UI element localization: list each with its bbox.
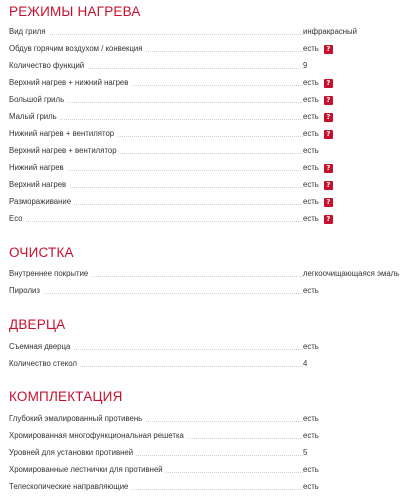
spec-value: есть (303, 146, 319, 155)
help-icon[interactable]: ? (324, 198, 333, 207)
spec-label: Малый гриль (9, 112, 60, 121)
spec-label: Хромированная многофункциональная решетка (9, 431, 187, 440)
section-title-cleaning: ОЧИСТКА (9, 245, 74, 260)
spec-value: есть (303, 78, 319, 87)
spec-row (9, 356, 399, 372)
spec-value: есть (303, 112, 319, 121)
help-icon[interactable]: ? (324, 45, 333, 54)
spec-value: есть (303, 465, 319, 474)
spec-value: легкоочищающаяся эмаль (303, 269, 400, 278)
spec-value: инфракрасный (303, 27, 357, 36)
spec-row (9, 266, 399, 282)
spec-label: Съемная дверца (9, 342, 73, 351)
spec-label: Верхний нагрев (9, 180, 69, 189)
spec-value: есть (303, 180, 319, 189)
dotted-leader (9, 221, 303, 222)
spec-label: Нижний нагрев + вентилятор (9, 129, 117, 138)
spec-label: Верхний нагрев + вентилятор (9, 146, 120, 155)
spec-row (9, 211, 399, 227)
spec-label: Внутреннее покрытие (9, 269, 91, 278)
spec-row (9, 339, 399, 355)
spec-row (9, 58, 399, 74)
spec-label: Размораживание (9, 197, 74, 206)
help-icon[interactable]: ? (324, 164, 333, 173)
spec-value: есть (303, 214, 319, 223)
spec-row (9, 411, 399, 427)
section-title-heating-modes: РЕЖИМЫ НАГРЕВА (9, 4, 141, 19)
help-icon[interactable]: ? (324, 96, 333, 105)
spec-row (9, 283, 399, 299)
spec-row (9, 194, 399, 210)
spec-value: 9 (303, 61, 308, 70)
spec-value: есть (303, 163, 319, 172)
spec-value: есть (303, 95, 319, 104)
spec-value: 5 (303, 448, 308, 457)
spec-value: есть (303, 286, 319, 295)
spec-value: есть (303, 431, 319, 440)
help-icon[interactable]: ? (324, 130, 333, 139)
spec-value: есть (303, 342, 319, 351)
section-title-equipment: КОМПЛЕКТАЦИЯ (9, 389, 123, 404)
spec-label: Обдув горячим воздухом / конвекция (9, 44, 146, 53)
spec-row (9, 462, 399, 478)
dotted-leader (9, 293, 303, 294)
help-icon[interactable]: ? (324, 181, 333, 190)
spec-label: Вид гриля (9, 27, 49, 36)
spec-value: есть (303, 129, 319, 138)
help-icon[interactable]: ? (324, 79, 333, 88)
spec-value: есть (303, 482, 319, 491)
spec-row (9, 177, 399, 193)
spec-label: Уровней для установки противней (9, 448, 136, 457)
spec-value: есть (303, 44, 319, 53)
spec-label: Глубокий эмалированный противень (9, 414, 145, 423)
spec-row (9, 445, 399, 461)
spec-label: Большой гриль (9, 95, 67, 104)
spec-label: Количество функций (9, 61, 87, 70)
help-icon[interactable]: ? (324, 215, 333, 224)
spec-row (9, 143, 399, 159)
spec-label: Пиролиз (9, 286, 43, 295)
spec-row (9, 160, 399, 176)
spec-label: Eco (9, 214, 25, 223)
spec-row (9, 126, 399, 142)
spec-row (9, 109, 399, 125)
spec-label: Хромированные лестнички для противней (9, 465, 166, 474)
spec-row (9, 92, 399, 108)
help-icon[interactable]: ? (324, 113, 333, 122)
spec-value: 4 (303, 359, 308, 368)
spec-label: Количество стекол (9, 359, 80, 368)
dotted-leader (9, 34, 303, 35)
spec-value: есть (303, 414, 319, 423)
spec-label: Телескопические направляющие (9, 482, 131, 491)
spec-label: Верхний нагрев + нижний нагрев (9, 78, 131, 87)
spec-label: Нижний нагрев (9, 163, 67, 172)
spec-row (9, 479, 399, 495)
spec-value: есть (303, 197, 319, 206)
spec-row (9, 24, 399, 40)
spec-row (9, 75, 399, 91)
spec-row (9, 428, 399, 444)
spec-row (9, 41, 399, 57)
section-title-door: ДВЕРЦА (9, 317, 66, 332)
